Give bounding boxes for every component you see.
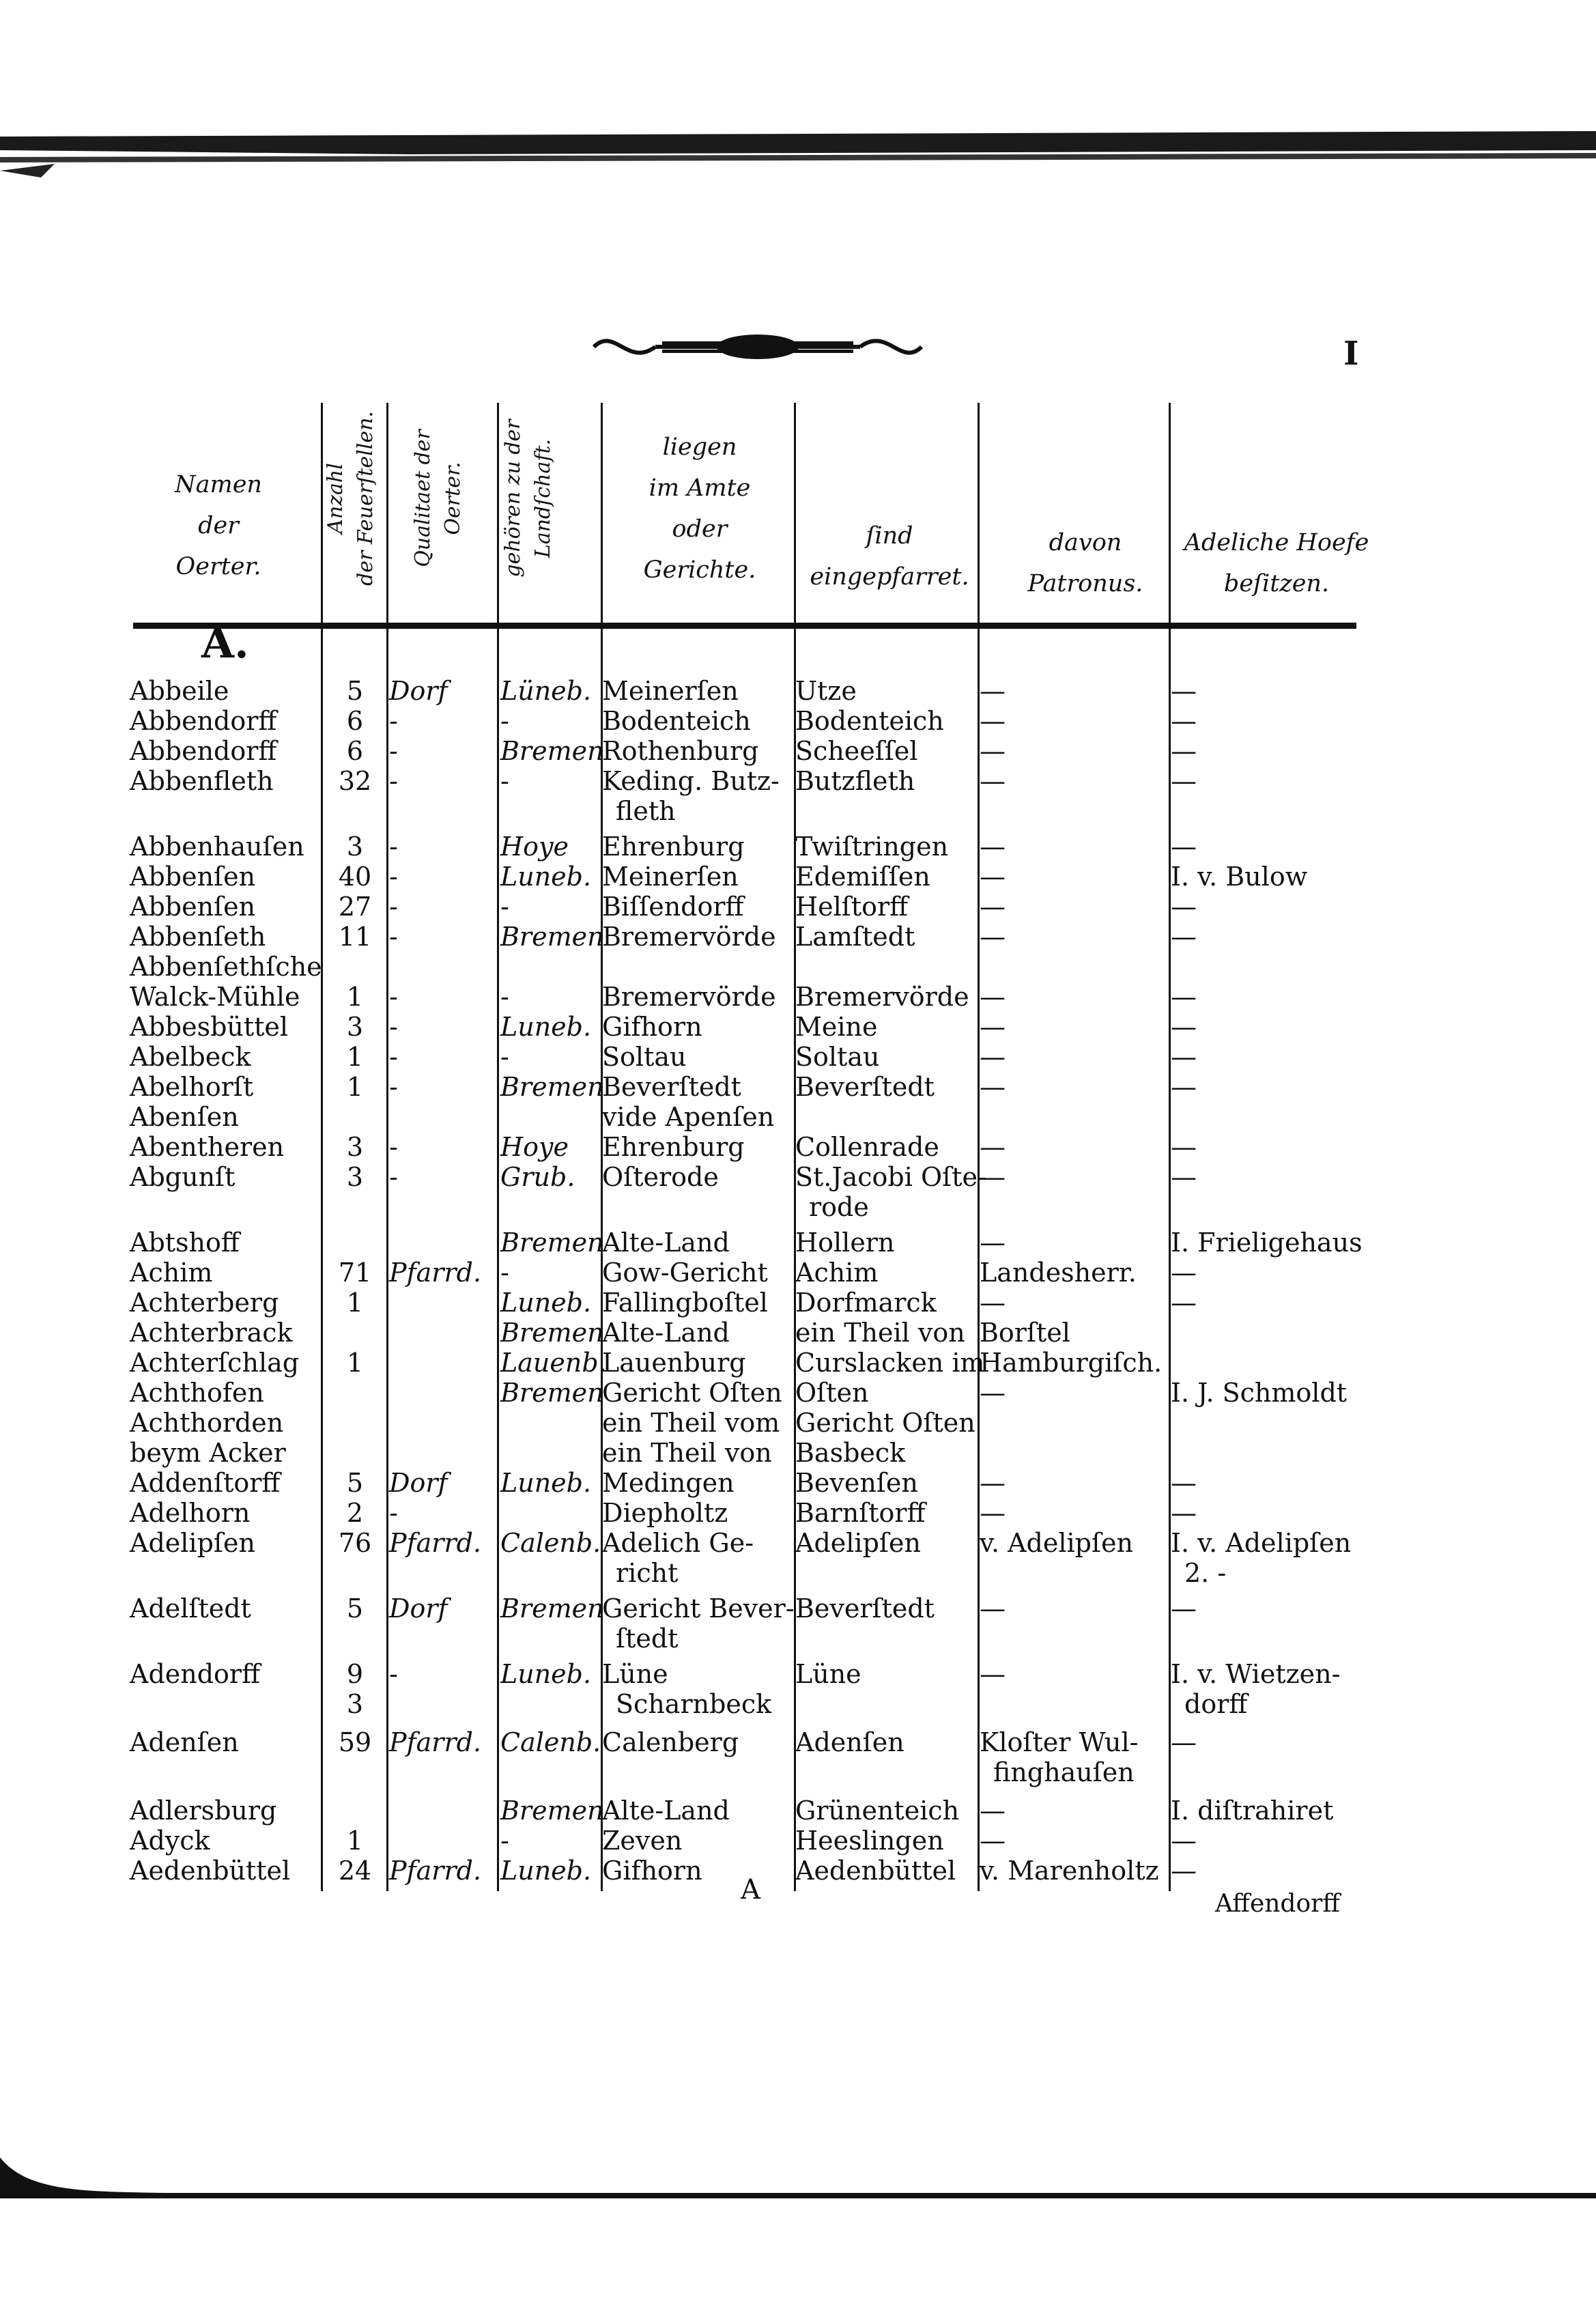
cell-pf: Lamſtedt: [795, 922, 915, 952]
cell-pat: —: [980, 1012, 1006, 1042]
cell-qual: Dorf: [389, 676, 448, 706]
signature-mark: A: [741, 1874, 760, 1905]
cell-name: Abbenſen: [130, 892, 256, 922]
cell-pat: —: [980, 1288, 1006, 1318]
cell-num: 2: [346, 1498, 364, 1528]
cell-qual: -: [389, 892, 398, 922]
cell-name: Abbesbüttel: [130, 1012, 289, 1042]
header-adeliche: Adeliche Hoefe beſitzen.: [1184, 529, 1369, 597]
cell-line: richt: [616, 1558, 679, 1588]
cell-qual: -: [389, 982, 398, 1012]
cell-amt: Meinerſen: [602, 862, 739, 892]
cell-num: 27: [338, 892, 372, 922]
cell-pat: —: [980, 892, 1006, 922]
cell-land: Luneb.: [500, 1856, 592, 1886]
cell-num: 3: [346, 832, 364, 862]
cell-amt: Alte-Land: [602, 1228, 730, 1258]
cell-pat: —: [980, 1659, 1006, 1689]
cell-ad: —: [1171, 1498, 1197, 1528]
cell-line: rode: [809, 1192, 869, 1222]
cell-qual: Pfarrd.: [389, 1528, 482, 1558]
cell-qual: -: [389, 1162, 398, 1192]
cell-pat: —: [980, 832, 1006, 862]
cell-pat: —: [980, 736, 1006, 766]
cell-ad: —: [1171, 1727, 1197, 1757]
cell-amt: ein Theil von: [602, 1438, 772, 1468]
cell-amt: Diepholtz: [602, 1498, 728, 1528]
cell-ad: —: [1171, 892, 1197, 922]
cell-land: Luneb.: [500, 1012, 592, 1042]
cell-pf: Beverſtedt: [795, 1593, 935, 1624]
cell-amt: Ehrenburg: [602, 832, 745, 862]
header-liegen: liegen im Amte oder Gerichte.: [643, 434, 756, 584]
page-number: I: [1343, 335, 1359, 373]
cell-qual: -: [389, 1132, 398, 1162]
cell-land: Grub.: [500, 1162, 575, 1192]
cell-qual: -: [389, 706, 398, 736]
cell-qual: Dorf: [389, 1468, 448, 1498]
cell-pf: Heeslingen: [795, 1826, 944, 1856]
cell-name: Adendorff: [130, 1659, 261, 1689]
cell-pf: Lüne: [795, 1659, 861, 1689]
cell-name: Achthofen: [130, 1378, 264, 1408]
cell-ad: —: [1171, 1042, 1197, 1072]
cell-land: Lauenb.: [500, 1348, 607, 1378]
cell-amt: Fallingboſtel: [602, 1288, 768, 1318]
cell-ad: —: [1171, 1826, 1197, 1856]
cell-pf: Adenſen: [795, 1727, 904, 1757]
cell-land: Luneb.: [500, 862, 592, 892]
cell-ad: —: [1171, 706, 1197, 736]
ornament-flourish: [587, 326, 928, 367]
cell-pat: —: [980, 922, 1006, 952]
cell-num: 76: [338, 1528, 372, 1558]
cell-name: Abbendorff: [130, 706, 277, 736]
cell-num: 1: [346, 1042, 364, 1072]
cell-line: I. v. Adelipſen: [1171, 1528, 1352, 1558]
cell-name: Abenſen: [130, 1102, 239, 1132]
cell-pf: Adelipſen: [795, 1528, 921, 1558]
cell-pat: —: [980, 862, 1006, 892]
cell-ad: —: [1171, 832, 1197, 862]
cell-amt: [602, 1659, 771, 1719]
cell-qual: Pfarrd.: [389, 1727, 482, 1757]
section-letter: A.: [201, 618, 249, 668]
cell-name: Abbendorff: [130, 736, 277, 766]
cell-ad: —: [1171, 1856, 1197, 1886]
cell-land: Luneb.: [500, 1468, 592, 1498]
cell-pat: —: [980, 1826, 1006, 1856]
cell-name: Abgunſt: [130, 1162, 236, 1192]
cell-ad: —: [1171, 1012, 1197, 1042]
header-patronus: davon Patronus.: [1027, 529, 1143, 597]
cell-land: Bremen: [500, 1072, 604, 1102]
cell-num: 1: [346, 1288, 364, 1318]
cell-pf: Achim: [795, 1258, 879, 1288]
cell-name: Abtshoff: [130, 1228, 240, 1258]
cell-pf: Beverſtedt: [795, 1072, 935, 1102]
cell-pat: —: [980, 1228, 1006, 1258]
cell-land: -: [500, 1258, 509, 1288]
cell-land: -: [500, 982, 509, 1012]
cell-amt: Gericht Oſten: [602, 1378, 782, 1408]
cell-amt: Ehrenburg: [602, 1132, 745, 1162]
cell-qual: Dorf: [389, 1593, 448, 1624]
cell-amt: [602, 1528, 754, 1588]
cell-land: Hoye: [500, 1132, 569, 1162]
cell-num: 6: [346, 736, 364, 766]
cell-amt: Beverſtedt: [602, 1072, 741, 1102]
cell-ad: —: [1171, 1072, 1197, 1102]
cell-pf: Butzfleth: [795, 766, 915, 796]
cell-num: 11: [338, 922, 372, 952]
cell-name: Achim: [130, 1258, 213, 1288]
cell-land: Bremen: [500, 736, 604, 766]
cell-num: 40: [338, 862, 372, 892]
header-rule: [133, 623, 1356, 629]
cell-ad: —: [1171, 1132, 1197, 1162]
header-namen: Namen der Oerter.: [175, 471, 262, 580]
cell-line: finghauſen: [993, 1757, 1135, 1787]
cell-pat: —: [980, 1042, 1006, 1072]
cell-pf: Gericht Oſten: [795, 1408, 975, 1438]
cell-pf: Utze: [795, 676, 857, 706]
cell-ad: I. v. Bulow: [1171, 862, 1308, 892]
cell-qual: -: [389, 1012, 398, 1042]
cell-amt: Alte-Land: [602, 1796, 730, 1826]
cell-pf: Dorfmarck: [795, 1288, 937, 1318]
cell-name: Abbenſethſche: [130, 952, 322, 982]
cell-pf: Grünenteich: [795, 1796, 960, 1826]
cell-name: Abelhorſt: [130, 1072, 254, 1102]
cell-amt: Alte-Land: [602, 1318, 730, 1348]
cell-line: I. v. Wietzen-: [1171, 1659, 1341, 1689]
cell-name: Abbenhauſen: [130, 832, 304, 862]
cell-pat: Borſtel: [980, 1318, 1070, 1348]
cell-pat: —: [980, 1378, 1006, 1408]
cell-land: Bremen: [500, 1228, 604, 1258]
cell-pf: Helſtorff: [795, 892, 909, 922]
cell-line: ſtedt: [616, 1624, 679, 1654]
cell-ad: —: [1171, 736, 1197, 766]
cell-qual: -: [389, 736, 398, 766]
cell-land: Lüneb.: [500, 676, 592, 706]
cell-amt: ein Theil vom: [602, 1408, 780, 1438]
cell-amt: Oſterode: [602, 1162, 719, 1192]
cell-pat: —: [980, 982, 1006, 1012]
cell-amt: Biſſendorff: [602, 892, 744, 922]
cell-land: Bremen: [500, 1796, 604, 1826]
cell-pf: Bremervörde: [795, 982, 969, 1012]
cell-land: Calenb.: [500, 1727, 601, 1757]
cell-amt: Rothenburg: [602, 736, 759, 766]
cell-ad: —: [1171, 1468, 1197, 1498]
cell-qual: -: [389, 832, 398, 862]
cell-pf: Basbeck: [795, 1438, 906, 1468]
cell-amt: Meinerſen: [602, 676, 739, 706]
cell-land: Luneb.: [500, 1288, 592, 1318]
cell-land: -: [500, 1042, 509, 1072]
cell-amt: [602, 766, 780, 826]
cell-pat: —: [980, 1468, 1006, 1498]
cell-ad: —: [1171, 1288, 1197, 1318]
cell-land: -: [500, 1826, 509, 1856]
cell-line: 2. -: [1184, 1558, 1227, 1588]
cell-ad: —: [1171, 1593, 1197, 1624]
cell-line: Adelich Ge-: [602, 1528, 754, 1558]
cell-num: 5: [346, 676, 364, 706]
cell-amt: [602, 1593, 795, 1654]
cell-name: Abbenſen: [130, 862, 256, 892]
cell-num: 1: [346, 982, 364, 1012]
cell-name: Addenſtorff: [130, 1468, 281, 1498]
cell-line: fleth: [616, 796, 676, 826]
cell-ad: —: [1171, 676, 1197, 706]
cell-land: -: [500, 706, 509, 736]
cell-line: 3: [346, 1689, 364, 1719]
cell-num: 3: [346, 1012, 364, 1042]
cell-num: 3: [346, 1162, 364, 1192]
cell-line: dorff: [1184, 1689, 1248, 1719]
cell-num: 24: [338, 1856, 372, 1886]
cell-pf: Oſten: [795, 1378, 869, 1408]
cell-amt: Gifhorn: [602, 1856, 702, 1886]
cell-pf: Collenrade: [795, 1132, 939, 1162]
cell-pf: Bevenſen: [795, 1468, 918, 1498]
cell-pf: Barnſtorff: [795, 1498, 926, 1528]
cell-pf: Edemiſſen: [795, 862, 930, 892]
cell-amt: Bremervörde: [602, 922, 776, 952]
cell-pf: Bodenteich: [795, 706, 944, 736]
cell-land: Luneb.: [500, 1659, 592, 1689]
cell-num: 71: [338, 1258, 372, 1288]
cell-amt: Calenberg: [602, 1727, 739, 1757]
cell-amt: Zeven: [602, 1826, 683, 1856]
cell-name: Achterberg: [130, 1288, 279, 1318]
cell-amt: Gifhorn: [602, 1012, 702, 1042]
cell-line: Keding. Butz-: [602, 766, 780, 796]
cell-pf: Twiſtringen: [795, 832, 949, 862]
cell-pf: [795, 1162, 986, 1222]
cell-pat: Landesherr.: [980, 1258, 1137, 1288]
cell-name: Abbenfleth: [130, 766, 274, 796]
cell-amt: Lauenburg: [602, 1348, 746, 1378]
cell-land: Hoye: [500, 832, 569, 862]
cell-pf: ein Theil von: [795, 1318, 965, 1348]
cell-name: Adenſen: [130, 1727, 239, 1757]
cell-name: Aedenbüttel: [130, 1856, 291, 1886]
cell-name: Abelbeck: [130, 1042, 251, 1072]
cell-ad: I. Frieligehaus: [1171, 1228, 1363, 1258]
cell-name: Adelſtedt: [130, 1593, 251, 1624]
cell-num: 1: [346, 1826, 364, 1856]
cell-ad: —: [1171, 1258, 1197, 1288]
cell-land: -: [500, 892, 509, 922]
cell-amt: Medingen: [602, 1468, 735, 1498]
cell-num: 32: [338, 766, 372, 796]
cell-pf: Hollern: [795, 1228, 895, 1258]
cell-pat: Hamburgiſch.: [980, 1348, 1163, 1378]
cell-pat: —: [980, 1796, 1006, 1826]
header-anzahl: Anzahl der Feuerſtellen.: [324, 411, 377, 586]
cell-line: Lüne: [602, 1659, 668, 1689]
cell-pat: v. Marenholtz: [980, 1856, 1159, 1886]
column-rule: [497, 403, 499, 1891]
cell-pat: —: [980, 1162, 1006, 1192]
cell-land: Bremen: [500, 1378, 604, 1408]
column-rule: [321, 403, 323, 1891]
cell-name: Abbenſeth: [130, 922, 266, 952]
cell-ad: —: [1171, 922, 1197, 952]
cell-pat: —: [980, 766, 1006, 796]
cell-qual: -: [389, 1659, 398, 1689]
cell-name: Adelhorn: [130, 1498, 251, 1528]
cell-ad: —: [1171, 766, 1197, 796]
cell-pf: Curslacken im: [795, 1348, 985, 1378]
cell-num: 3: [346, 1132, 364, 1162]
cell-amt: Gow-Gericht: [602, 1258, 768, 1288]
cell-name: Achterbrack: [130, 1318, 293, 1348]
cell-line: Gericht Bever-: [602, 1593, 795, 1624]
header-eingepfarret: ſind eingepfarret.: [810, 522, 969, 591]
cell-land: Calenb.: [500, 1528, 601, 1558]
cell-qual: Pfarrd.: [389, 1258, 482, 1288]
cell-name: Achthorden: [130, 1408, 284, 1438]
cell-pat: —: [980, 1072, 1006, 1102]
cell-land: Bremen: [500, 922, 604, 952]
cell-ad: —: [1171, 982, 1197, 1012]
cell-amt: Soltau: [602, 1042, 687, 1072]
cell-qual: Pfarrd.: [389, 1856, 482, 1886]
cell-land: Bremen: [500, 1593, 604, 1624]
cell-qual: -: [389, 1042, 398, 1072]
cell-name: Walck-Mühle: [130, 982, 300, 1012]
column-rule: [386, 403, 388, 1891]
cell-amt: vide Apenſen: [602, 1102, 775, 1132]
cell-land: Bremen: [500, 1318, 604, 1348]
cell-qual: -: [389, 922, 398, 952]
cell-pf: Scheeſſel: [795, 736, 918, 766]
cell-num: 59: [338, 1727, 372, 1757]
cell-ad: [1171, 1528, 1351, 1588]
cell-qual: -: [389, 766, 398, 796]
cell-ad: —: [1171, 1162, 1197, 1192]
cell-ad: I. diſtrahiret: [1171, 1796, 1334, 1826]
cell-line: St.Jacobi Oſte-: [795, 1162, 986, 1192]
cell-pat: —: [980, 1132, 1006, 1162]
catchword: Affendorff: [1215, 1890, 1340, 1918]
cell-pf: Soltau: [795, 1042, 880, 1072]
cell-line: Scharnbeck: [616, 1689, 772, 1719]
cell-qual: -: [389, 1498, 398, 1528]
cell-num: 1: [346, 1348, 364, 1378]
scan-bottom-edge: [0, 2151, 1596, 2198]
cell-ad: I. J. Schmoldt: [1171, 1378, 1348, 1408]
cell-amt: Bodenteich: [602, 706, 751, 736]
cell-name: Adlersburg: [130, 1796, 277, 1826]
cell-name: beym Acker: [130, 1438, 286, 1468]
cell-pat: —: [980, 706, 1006, 736]
cell-num: [334, 1659, 375, 1719]
cell-pat: —: [980, 1498, 1006, 1528]
cell-name: Achterſchlag: [130, 1348, 300, 1378]
cell-land: -: [500, 766, 509, 796]
cell-name: Adelipſen: [130, 1528, 255, 1558]
cell-pat: [980, 1727, 1138, 1787]
header-gehoeren: gehören zu der Landſchaft.: [501, 419, 555, 578]
cell-num: 6: [346, 706, 364, 736]
scan-edge-band: [0, 123, 1596, 191]
header-qualitaet: Qualitaet der Oerter.: [411, 429, 465, 567]
cell-line: 9: [346, 1659, 364, 1689]
cell-name: Adyck: [130, 1826, 210, 1856]
cell-pat: —: [980, 676, 1006, 706]
cell-name: Abbeile: [130, 676, 229, 706]
cell-num: 5: [346, 1593, 364, 1624]
cell-name: Abentheren: [130, 1132, 285, 1162]
cell-pat: —: [980, 1593, 1006, 1624]
cell-pf: Aedenbüttel: [795, 1856, 956, 1886]
cell-amt: Bremervörde: [602, 982, 776, 1012]
cell-ad: [1171, 1659, 1340, 1719]
cell-num: 1: [346, 1072, 364, 1102]
cell-line: Kloſter Wul-: [980, 1727, 1139, 1757]
cell-qual: -: [389, 862, 398, 892]
cell-pf: Meine: [795, 1012, 878, 1042]
cell-pat: v. Adelipſen: [980, 1528, 1134, 1558]
cell-num: 5: [346, 1468, 364, 1498]
cell-qual: -: [389, 1072, 398, 1102]
